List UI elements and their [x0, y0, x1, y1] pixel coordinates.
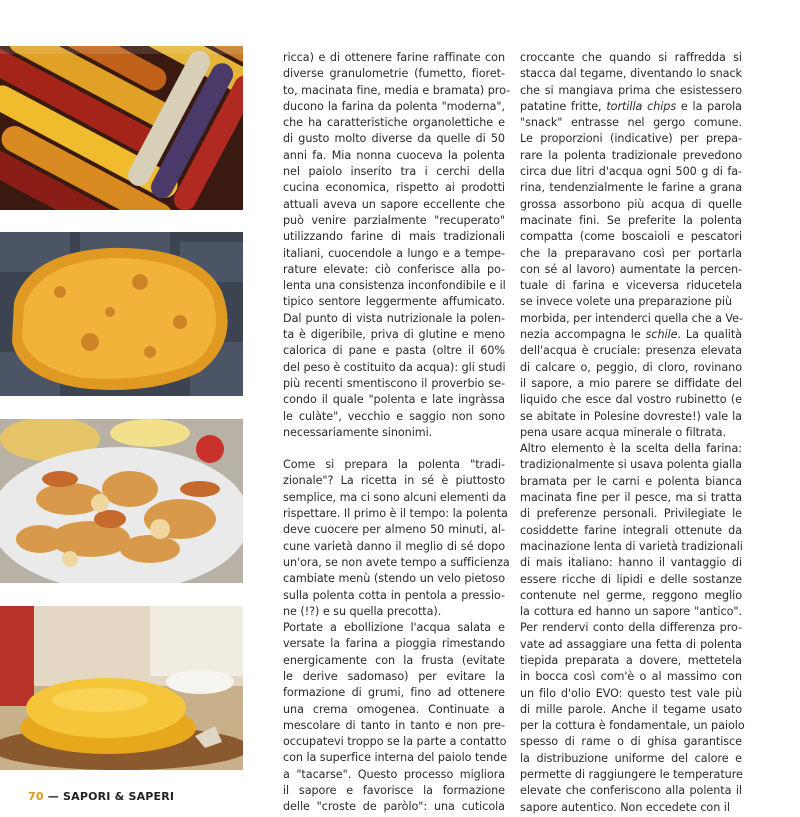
text-line: la cottura ed hanno un sapore "antico". [520, 605, 742, 619]
text-line: calorica di pane e pasta (oltre il 60% [283, 344, 505, 358]
text-line: condo il quale "polenta e late ingràssa [283, 393, 505, 407]
italic-term: schile [645, 328, 678, 342]
text-line: se abitate in Polesine dovreste!) vale la [520, 409, 742, 423]
article-column-2 [520, 50, 745, 816]
text-line: macinazione lenta di varietà tradizionali [520, 539, 743, 553]
text-line: sapore autentico. Non eccedete con il [520, 800, 730, 814]
text-line: rispettare. Il primo è il tempo: la polenta [283, 507, 508, 521]
text-line: nel paiolo inserito tra i cerchi della [283, 165, 505, 179]
text-line: di mille parole. Anche il tegame usato [520, 702, 742, 716]
text-line: versate la farina a pioggia rimestando [283, 637, 505, 651]
text-line: semplice, ma ci sono alcuni elementi da [283, 490, 507, 504]
text-line: che si mangiava prima che esistessero [520, 83, 742, 97]
text-line: energicamente con la frusta (evitate [283, 653, 505, 667]
text-line: con la superfice interna del paiolo tende [283, 751, 508, 765]
text-line: pena usare acqua minerale o filtrata. [520, 425, 726, 439]
text-line: rina, tendenzialmente le farine a grana [520, 181, 742, 195]
text-line: dell'acqua è cruciale: presenza elevata [520, 344, 742, 358]
text-line: necessariamente sinonimi. [283, 425, 433, 439]
text-line: zionale"? La ricetta in sé è piuttosto [283, 474, 505, 488]
italic-term: tortilla chips [606, 99, 677, 113]
text-line: di gusto molto diverse da quelle di 50 [283, 132, 505, 146]
text-line: essere ricche di lipidi e delle sostanze [520, 572, 742, 586]
text-line: diverse granulometrie (fumetto, fioret- [283, 67, 505, 81]
text-line: to, macinata fine, media e bramata) pro- [283, 83, 511, 97]
text-line: circa due litri d'acqua ogni 500 g di fa- [520, 165, 742, 179]
text-line: sulla polenta cotta in pentola a pressio- [283, 588, 505, 602]
page-number: 70 [28, 790, 44, 803]
text-line: cune varietà danno il meglio di sé dopo [283, 539, 505, 553]
text-line: del peso è costituito da acqua): gli studi [283, 360, 506, 374]
text-line: Altro elemento è la scelta della farina: [520, 442, 742, 456]
text-line: il sapore, a mio parere se diffidate del [520, 376, 742, 390]
text-line: attuali aveva un sapore eccellente che [283, 197, 505, 211]
text-line: patatine fritte, tortilla chips e la parola [520, 99, 742, 113]
paragraph-proportions [520, 50, 745, 816]
section-name: SAPORI & SAPERI [62, 790, 175, 803]
text-line: più recenti smentiscono il proverbio se- [283, 376, 505, 390]
text-line: anni fa. Mia nonna cuoceva la polenta [283, 148, 505, 162]
text-line: tipico sentore leggermente affumicato. [283, 295, 505, 309]
text-line: la distribuzione uniforme del calore e [520, 751, 742, 765]
text-line: che la preparavano così per portarla [520, 246, 742, 260]
text-line: macinate fini. Se preferite la polenta [520, 213, 742, 227]
text-line: cambiate menù (stendo un velo pietoso [283, 572, 505, 586]
text-line: tiepida preparata a dovere, mettetela [520, 653, 742, 667]
text-line: ne (!?) e su quella precotta). [283, 604, 442, 618]
text-line: formazione di grumi, fino ad ottenere [283, 686, 505, 700]
page-footer [28, 790, 174, 803]
article-column-1 [283, 50, 511, 816]
paragraph-preparation [283, 457, 510, 816]
fried-seafood-photo [0, 419, 243, 583]
polenta-board-photo [0, 606, 243, 770]
text-line: morbida, per intenderci quella che a Ve- [520, 311, 743, 325]
footer-separator: — [43, 790, 63, 803]
text-line: può venire parzialmente "recuperato" [283, 213, 505, 227]
text-line: Dal punto di vista nutrizionale la polen- [283, 311, 505, 325]
text-line: ducono la farina da polenta "moderna", [283, 99, 505, 113]
text-line: stacca dal tegame, diventando lo snack [520, 67, 742, 81]
text-line: di preferenze personali. Privilegiate le [520, 507, 742, 521]
text-line: un'ora, se non avete tempo a sufficienza [283, 555, 510, 569]
text-line: con sé al lavoro) aumentate la percen- [520, 262, 742, 276]
text-line: permette di raggiungere le temperature [520, 768, 743, 782]
text-line: deve cuocere per almeno 50 minuti, al- [283, 523, 505, 537]
text-line: croccante che quando si raffredda si [520, 51, 742, 64]
text-line: a "tacarse". Questo processo migliora [283, 767, 505, 781]
text-line: delle "croste de paròlo": una cuticola [283, 800, 505, 814]
text-line: nezia accompagna le schile. La qualità [520, 328, 742, 342]
text-line: che ha caratteristiche organolettiche e [283, 116, 505, 130]
text-line: il sapore e favorisce la formazione [283, 784, 505, 798]
text-line: spesso di rame o di ghisa garantisce [520, 735, 742, 749]
polenta-crust-photo [0, 232, 243, 396]
text-line: grossa assorbono più acqua di quelle [520, 197, 742, 211]
text-line: tradizionalmente si usava polenta gialla [520, 458, 742, 472]
text-line: contenute nel germe, reggono meglio [520, 588, 742, 602]
corn-cobs-photo [0, 46, 243, 210]
text-line: le culàte", vecchio e saggio non sono [283, 409, 505, 423]
text-line: tuale di farina e viceversa riducetela [520, 279, 742, 293]
text-line: "snack" entrasse nel gergo comune. [520, 116, 742, 130]
text-line: in bocca così com'è o al massimo con [520, 670, 742, 684]
text-line: Portate a ebollizione l'acqua salata e [283, 621, 505, 635]
text-line: rare la polenta tradizionale prevedono [520, 148, 742, 162]
text-line: un filo d'olio EVO: questo test vale più [520, 686, 742, 700]
text-line: rature elevate: ciò conferisce alla po- [283, 262, 505, 276]
text-line: per la cottura è fondamentale, un paiolo [520, 719, 745, 733]
text-line: compatta (come boscaioli e pescatori [520, 230, 742, 244]
text-line: di mais italiano: hanno il vantaggio di [520, 556, 742, 570]
text-line: ta è digeribile, priva di glutine e meno [283, 328, 505, 342]
text-line: cosiddette farine integrali ottenute da [520, 523, 742, 537]
text-line: vate ad assaggiare una fetta di polenta [520, 637, 742, 651]
text-line: di calcare o, peggio, di cloro, rovinano [520, 360, 742, 374]
text-line: Le proporzioni (indicative) per prepa- [520, 132, 742, 146]
text-line: una crema omogenea. Continuate a [283, 702, 505, 716]
text-line: mescolare di tanto in tanto e non pre- [283, 718, 505, 732]
text-line: utilizzando farine di mais tradizionali [283, 230, 505, 244]
text-line: Per rendervi conto della differenza pro- [520, 621, 742, 635]
text-line: cucina economica, rispetto ai prodotti [283, 181, 505, 195]
text-line: italiani, cuocendole a lungo e a tempe- [283, 246, 505, 260]
text-line: le derive sadomaso) per evitare la [283, 669, 505, 683]
text-line: liquido che esce dal vostro rubinetto (e [520, 393, 742, 407]
text-line: lenta una consistenza inconfondibile e il [283, 279, 506, 293]
text-line: bramata per le carni e polenta bianca [520, 474, 742, 488]
text-line: Come si prepara la polenta "tradi- [283, 458, 505, 472]
text-line: se invece volete una preparazione più [520, 295, 732, 309]
text-line: ricca) e di ottenere farine raffinate con [283, 51, 505, 64]
paragraph-nutrition [283, 50, 511, 441]
text-line: macinata fine per il pesce, ma si tratta [520, 491, 742, 505]
text-line: elevate che conferiscono alla polenta il [520, 784, 742, 798]
text-line: occupatevi troppo se la parte a contatto [283, 735, 507, 749]
